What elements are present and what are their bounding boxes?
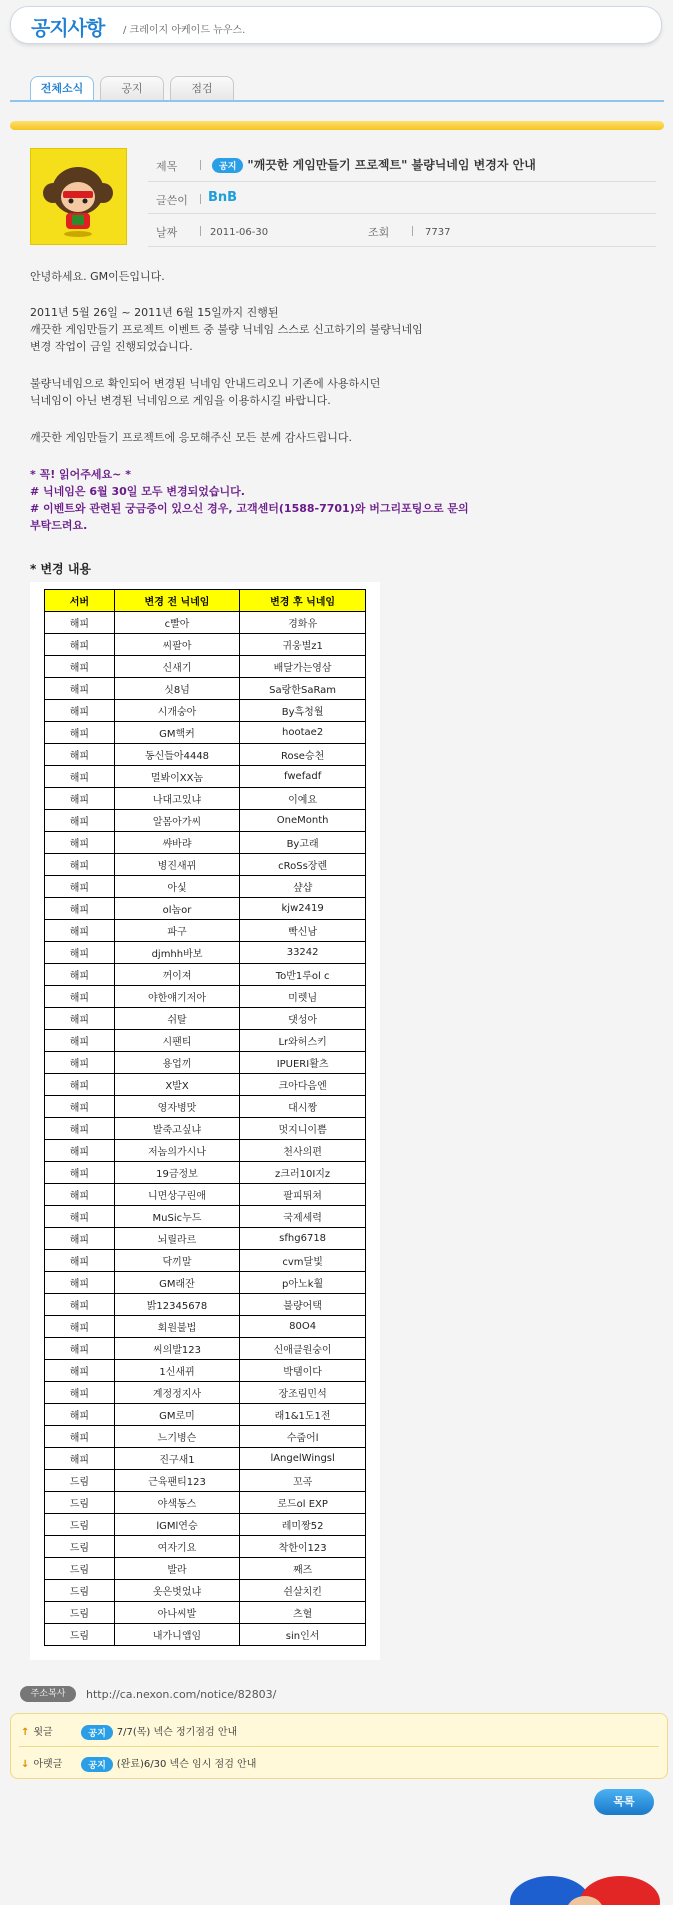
server-cell: 해피 [45,1338,115,1360]
post-views: 7737 [425,227,451,238]
server-cell: 해피 [45,1096,115,1118]
server-cell: 해피 [45,1030,115,1052]
list-button[interactable]: 목록 [594,1789,654,1815]
meta-divider [148,246,656,247]
mascot-icon [505,1872,665,1905]
new-nickname-cell: cvm달빛 [240,1250,366,1272]
server-cell: 해피 [45,832,115,854]
table-row [45,1514,366,1536]
server-cell: 드림 [45,1514,115,1536]
table-row [45,1074,366,1096]
old-nickname-cell: GM래잔 [114,1272,239,1294]
table-row [45,1206,366,1228]
table-row [45,1624,366,1646]
new-nickname-cell: 꼬곡 [240,1470,366,1492]
server-cell: 해피 [45,1074,115,1096]
server-cell: 해피 [45,942,115,964]
server-cell: 해피 [45,1404,115,1426]
old-nickname-cell: GM로미 [114,1404,239,1426]
server-cell: 해피 [45,1426,115,1448]
old-nickname-cell: 멀봐이XX놈 [114,766,239,788]
old-nickname-cell: 씨팔아 [114,634,239,656]
new-nickname-cell: kjw2419 [240,898,366,920]
old-nickname-cell: X발X [114,1074,239,1096]
server-cell: 해피 [45,1052,115,1074]
table-row [45,1030,366,1052]
table-row [45,1426,366,1448]
new-nickname-cell: cRoSs장렌 [240,854,366,876]
column-header: 서버 [45,590,115,612]
table-row [45,1228,366,1250]
old-nickname-cell: 발라 [114,1558,239,1580]
old-nickname-cell: 발죽고싶냐 [114,1118,239,1140]
notice-line: # 이벤트와 관련된 궁금증이 있으신 경우, 고객센터(1588-7701)와 버그리포팅으로 문의 [30,502,469,515]
old-nickname-cell: MuSic누드 [114,1206,239,1228]
server-cell: 드림 [45,1470,115,1492]
table-row [45,612,366,634]
prev-next-nav [10,1713,668,1779]
notice-badge: 공지 [81,1757,112,1772]
server-cell: 해피 [45,634,115,656]
server-cell: 해피 [45,700,115,722]
meta-divider [148,181,656,182]
table-body [45,612,366,1646]
old-nickname-cell: lGMl연승 [114,1514,239,1536]
prev-label: 윗글 [33,1727,53,1738]
body-line: 닉네임이 아닌 변경된 닉네임으로 게임을 이용하시길 바랍니다. [30,394,331,407]
table-row [45,832,366,854]
old-nickname-cell: 회원불법 [114,1316,239,1338]
arrow-up-icon: ↑ [21,1727,30,1738]
table-row [45,656,366,678]
writer-avatar [30,148,127,245]
table-row [45,1492,366,1514]
prev-post-title: 7/7(목) 넥슨 정기점검 안내 [116,1727,238,1738]
table-row [45,986,366,1008]
post-subject-text: "깨끗한 게임만들기 프로젝트" 불량닉네임 변경자 안내 [247,158,536,172]
old-nickname-cell: 알몸아가씨 [114,810,239,832]
table-row [45,678,366,700]
new-nickname-cell: 착한이123 [240,1536,366,1558]
old-nickname-cell: 쉬탈 [114,1008,239,1030]
old-nickname-cell: 여자기요 [114,1536,239,1558]
server-cell: 해피 [45,1162,115,1184]
new-nickname-cell: 샾샵 [240,876,366,898]
body-line: 2011년 5월 26일 ~ 2011년 6월 15일까지 진행된 [30,306,279,319]
new-nickname-cell: To반1루ol c [240,964,366,986]
table-row [45,634,366,656]
arrow-down-icon: ↓ [21,1759,30,1770]
new-nickname-cell: 귀웅별z1 [240,634,366,656]
new-nickname-cell: 천사의편 [240,1140,366,1162]
server-cell: 해피 [45,1250,115,1272]
server-cell: 해피 [45,810,115,832]
table-row [45,1272,366,1294]
new-nickname-cell: 박탬이다 [240,1360,366,1382]
post-url: http://ca.nexon.com/notice/82803/ [86,1688,277,1701]
new-nickname-cell: 이예요 [240,788,366,810]
old-nickname-cell: 계정정지사 [114,1382,239,1404]
notice-line: # 닉네임은 6월 30일 모두 변경되었습니다. [30,485,245,498]
notice-badge: 공지 [212,158,243,173]
post-writer: BnB [208,190,238,205]
new-nickname-cell: 경화유 [240,612,366,634]
old-nickname-cell: 저놈의가시나 [114,1140,239,1162]
new-nickname-cell: 로드ol EXP [240,1492,366,1514]
new-nickname-cell: 멋지니이쁨 [240,1118,366,1140]
old-nickname-cell: 뇌릴라르 [114,1228,239,1250]
tab-all[interactable]: 전체소식 [30,76,94,101]
table-row [45,788,366,810]
tab-notice[interactable]: 공지 [100,76,164,101]
server-cell: 해피 [45,1184,115,1206]
new-nickname-cell: By흑청월 [240,700,366,722]
old-nickname-cell: 동신들아4448 [114,744,239,766]
table-row [45,1602,366,1624]
old-nickname-cell: 근육팬티123 [114,1470,239,1492]
nickname-table [44,589,366,1646]
mascot-image [505,1872,665,1905]
old-nickname-cell: 파구 [114,920,239,942]
table-row [45,1470,366,1492]
old-nickname-cell: 밝12345678 [114,1294,239,1316]
old-nickname-cell: 닥끼말 [114,1250,239,1272]
body-line: 깨끗한 게임만들기 프로젝트에 응모해주신 모든 분께 감사드립니다. [30,431,353,444]
table-row [45,766,366,788]
server-cell: 해피 [45,898,115,920]
server-cell: 해피 [45,656,115,678]
server-cell: 해피 [45,744,115,766]
new-nickname-cell: 래1&1도1전 [240,1404,366,1426]
server-cell: 해피 [45,876,115,898]
page-header [10,6,662,44]
table-row [45,1294,366,1316]
new-nickname-cell: 빡신남 [240,920,366,942]
table-row [45,1338,366,1360]
old-nickname-cell: 신새기 [114,656,239,678]
new-nickname-cell: 장조림민석 [240,1382,366,1404]
new-nickname-cell: p아노k훨 [240,1272,366,1294]
old-nickname-cell: c빨아 [114,612,239,634]
new-nickname-cell: fwefadf [240,766,366,788]
table-row [45,898,366,920]
server-cell: 해피 [45,920,115,942]
copy-url-button[interactable]: 주소복사 [20,1686,76,1702]
server-cell: 해피 [45,612,115,634]
old-nickname-cell: 내가니앱임 [114,1624,239,1646]
page-title: 공지사항 [31,16,105,40]
table-row [45,854,366,876]
old-nickname-cell: 1신새뀌 [114,1360,239,1382]
server-cell: 해피 [45,1228,115,1250]
body-greeting: 안녕하세요. GM이든입니다. [30,270,165,283]
date-label: 날짜 [156,226,178,239]
server-cell: 해피 [45,766,115,788]
server-cell: 해피 [45,854,115,876]
new-nickname-cell: z크러10I지z [240,1162,366,1184]
new-nickname-cell: Sa랑한SaRam [240,678,366,700]
table-row [45,810,366,832]
server-cell: 해피 [45,1140,115,1162]
new-nickname-cell: IPUERI활츠 [240,1052,366,1074]
old-nickname-cell: 꺼이져 [114,964,239,986]
table-row [45,1316,366,1338]
next-post-title: (완료)6/30 넥슨 임시 점검 안내 [116,1759,257,1770]
new-nickname-cell: Lr와허스키 [240,1030,366,1052]
old-nickname-cell: 시개숭아 [114,700,239,722]
table-row [45,1162,366,1184]
server-cell: 해피 [45,1448,115,1470]
table-row [45,1382,366,1404]
new-nickname-cell: OneMonth [240,810,366,832]
new-nickname-cell: 째즈 [240,1558,366,1580]
separator [200,160,201,170]
old-nickname-cell: 야한얘기저아 [114,986,239,1008]
old-nickname-cell: djmhh바보 [114,942,239,964]
server-cell: 해피 [45,1316,115,1338]
tab-maintenance[interactable]: 점검 [170,76,234,101]
new-nickname-cell: sfhg6718 [240,1228,366,1250]
old-nickname-cell: 병진새뀌 [114,854,239,876]
table-row [45,1580,366,1602]
old-nickname-cell: 야색동스 [114,1492,239,1514]
new-nickname-cell: lAngelWingsl [240,1448,366,1470]
separator [200,226,201,236]
new-nickname-cell: 33242 [240,942,366,964]
old-nickname-cell: 옷은벗었냐 [114,1580,239,1602]
change-section-title: * 변경 내용 [30,562,91,576]
server-cell: 해피 [45,1272,115,1294]
post-date: 2011-06-30 [210,227,269,238]
old-nickname-cell: 시팬티 [114,1030,239,1052]
old-nickname-cell: 싯8넘 [114,678,239,700]
new-nickname-cell: hootae2 [240,722,366,744]
new-nickname-cell: 팔피튀쳐 [240,1184,366,1206]
old-nickname-cell: ol놈or [114,898,239,920]
old-nickname-cell: 느기병슨 [114,1426,239,1448]
table-row [45,942,366,964]
header-divider-bar [10,121,664,130]
server-cell: 해피 [45,986,115,1008]
server-cell: 해피 [45,722,115,744]
new-nickname-cell: 배달가는영삼 [240,656,366,678]
table-row [45,1096,366,1118]
nav-divider [19,1746,659,1747]
table-row [45,1536,366,1558]
old-nickname-cell: 아싳 [114,876,239,898]
server-cell: 드림 [45,1558,115,1580]
server-cell: 해피 [45,1008,115,1030]
next-post-link[interactable] [21,1755,256,1772]
table-row [45,1250,366,1272]
prev-post-link[interactable] [21,1723,237,1740]
old-nickname-cell: 19금정보 [114,1162,239,1184]
table-row [45,722,366,744]
new-nickname-cell: Rose승천 [240,744,366,766]
server-cell: 해피 [45,1118,115,1140]
table-row [45,964,366,986]
table-row [45,1404,366,1426]
page-subtitle: / 크레이지 아케이드 뉴우스. [123,25,246,36]
old-nickname-cell: GM핵커 [114,722,239,744]
separator [200,194,201,204]
old-nickname-cell: 쌰바랴 [114,832,239,854]
table-row [45,920,366,942]
next-label: 아랫글 [33,1759,63,1770]
server-cell: 드림 [45,1492,115,1514]
table-row [45,700,366,722]
new-nickname-cell: 쉰살치킨 [240,1580,366,1602]
nickname-table-image [30,582,380,1660]
old-nickname-cell: 영자병맛 [114,1096,239,1118]
body-line: 변경 작업이 금일 진행되었습니다. [30,340,193,353]
old-nickname-cell: 아나씨발 [114,1602,239,1624]
new-nickname-cell: 80O4 [240,1316,366,1338]
server-cell: 해피 [45,788,115,810]
server-cell: 드림 [45,1536,115,1558]
notice-line: 부탁드려요. [30,519,88,532]
table-row [45,1360,366,1382]
new-nickname-cell: 츠혈 [240,1602,366,1624]
table-row [45,1448,366,1470]
table-row [45,1184,366,1206]
table-row [45,876,366,898]
new-nickname-cell: 댓성아 [240,1008,366,1030]
post-subject [212,156,536,173]
views-label: 조회 [368,226,390,239]
table-row [45,1140,366,1162]
table-row [45,1052,366,1074]
new-nickname-cell: 국제세력 [240,1206,366,1228]
new-nickname-cell: By고래 [240,832,366,854]
notice-line: * 꼭! 읽어주세요~ * [30,468,131,481]
table-row [45,1008,366,1030]
body-line: 깨끗한 게임만들기 프로젝트 이벤트 중 불량 닉네임 스스로 신고하기의 불량닉네임 [30,323,423,336]
old-nickname-cell: 씨의발123 [114,1338,239,1360]
notice-badge: 공지 [81,1725,112,1740]
server-cell: 드림 [45,1580,115,1602]
server-cell: 해피 [45,1294,115,1316]
new-nickname-cell: 레미짱52 [240,1514,366,1536]
subject-label: 제목 [156,160,178,173]
new-nickname-cell: 미렛님 [240,986,366,1008]
meta-divider [148,213,656,214]
new-nickname-cell: sin인서 [240,1624,366,1646]
old-nickname-cell: 진구새1 [114,1448,239,1470]
table-row [45,1118,366,1140]
table-row [45,1558,366,1580]
server-cell: 해피 [45,1382,115,1404]
server-cell: 해피 [45,678,115,700]
old-nickname-cell: 나대고있냐 [114,788,239,810]
table-row [45,744,366,766]
server-cell: 해피 [45,964,115,986]
server-cell: 해피 [45,1206,115,1228]
new-nickname-cell: 대시짱 [240,1096,366,1118]
server-cell: 드림 [45,1602,115,1624]
new-nickname-cell: 신애클원숭이 [240,1338,366,1360]
column-header: 변경 후 닉네임 [240,590,366,612]
server-cell: 드림 [45,1624,115,1646]
old-nickname-cell: 용업끼 [114,1052,239,1074]
body-line: 불량닉네임으로 확인되어 변경된 닉네임 안내드리오니 기존에 사용하시던 [30,377,381,390]
column-header: 변경 전 닉네임 [114,590,239,612]
new-nickname-cell: 수줍어l [240,1426,366,1448]
server-cell: 해피 [45,1360,115,1382]
writer-label: 글쓴이 [156,194,188,207]
new-nickname-cell: 불량어택 [240,1294,366,1316]
table-header-row [45,590,366,612]
old-nickname-cell: 니면상구린애 [114,1184,239,1206]
new-nickname-cell: 크아다음엔 [240,1074,366,1096]
character-icon [31,149,126,244]
tab-underline [10,100,664,102]
separator [412,226,413,236]
